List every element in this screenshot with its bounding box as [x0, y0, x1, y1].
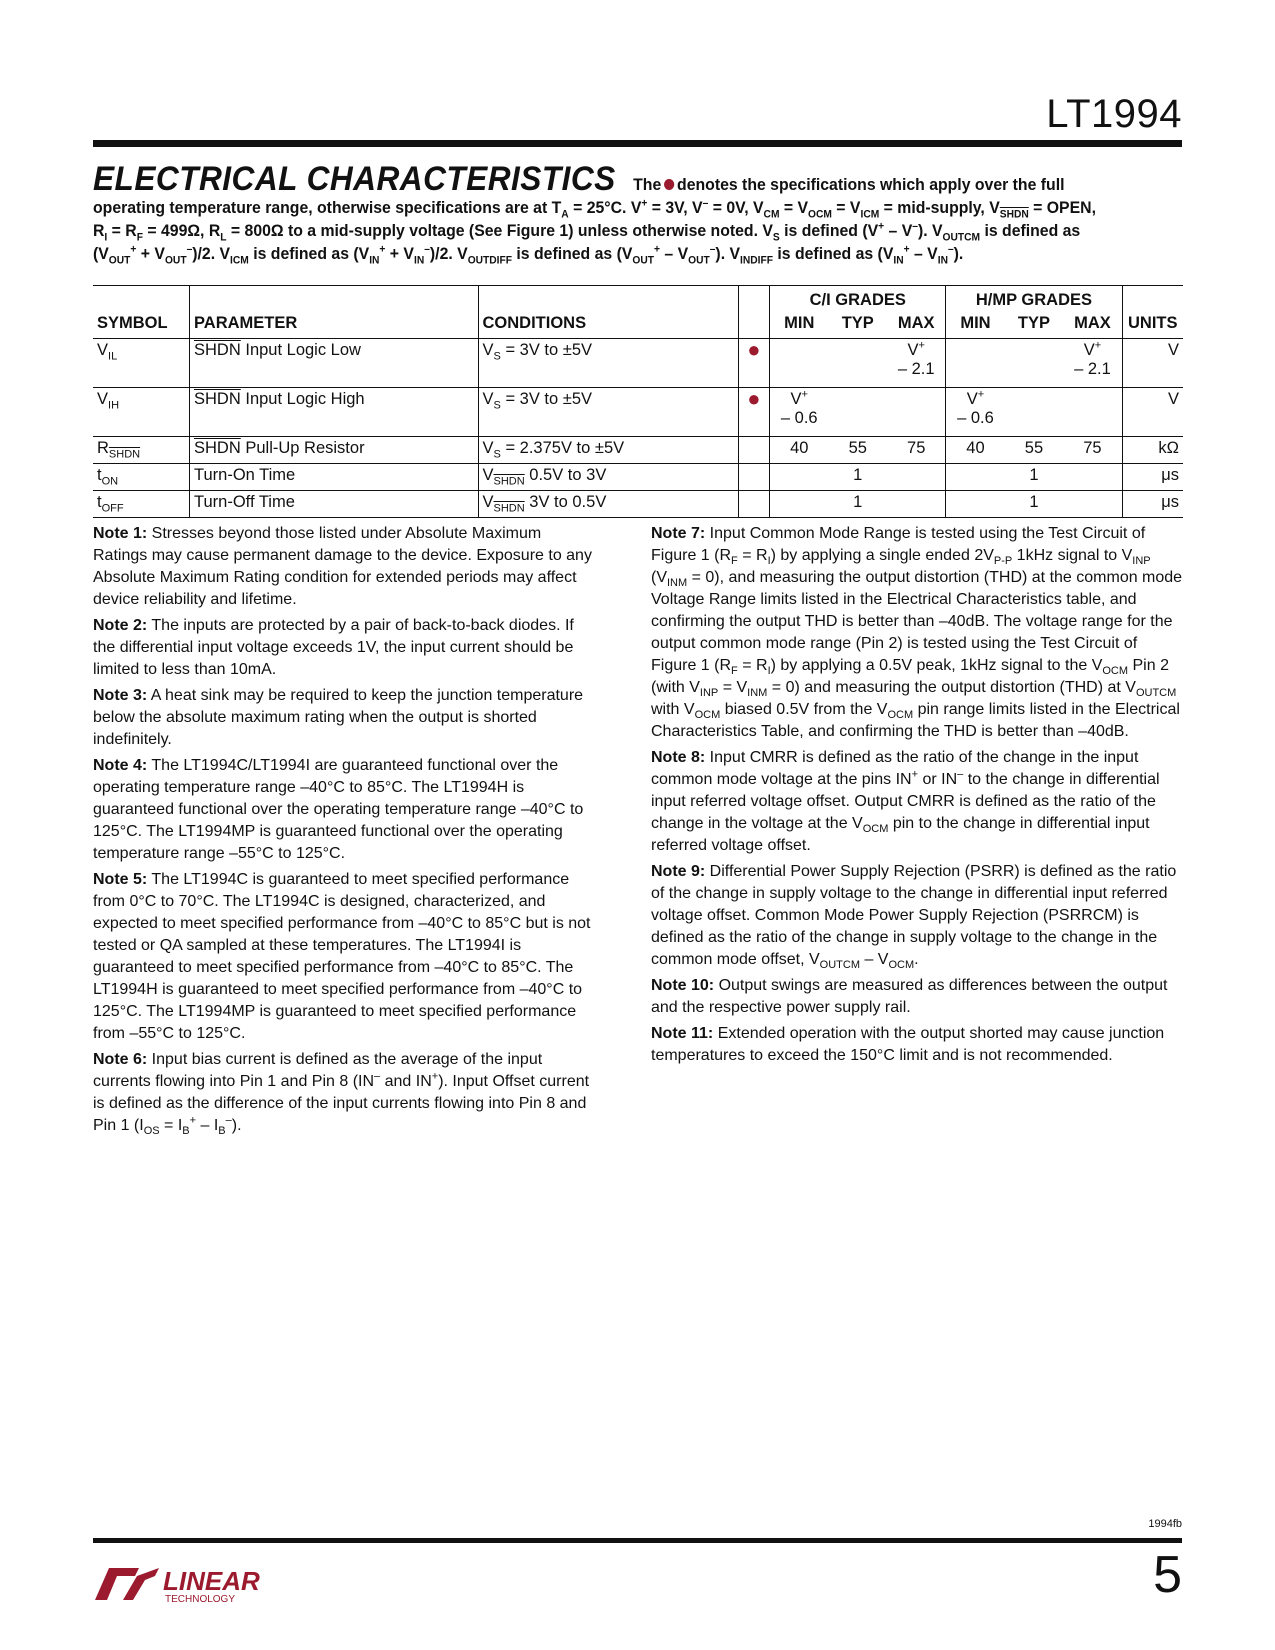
col-units: UNITS: [1122, 312, 1183, 339]
row-h-max: V+ – 2.1: [1063, 339, 1122, 388]
row-ci-min: 40: [770, 437, 829, 464]
logo-sub: TECHNOLOGY: [165, 1594, 236, 1605]
table-row: [93, 491, 1183, 518]
row-units: kΩ: [1122, 437, 1183, 464]
table-group-header: [93, 286, 1183, 313]
note-8: Note 8: Input CMRR is defined as the ratio of the change in the input common mode voltage at the pins IN+ or IN– to the change in differential input referred voltage offset. Output CMRR is defined as the ratio of the change in the voltage at the $V_{OCM}$ pin to the change in differential input referred voltage offset.: [651, 749, 1160, 854]
group-ci-label: C/I GRADES: [770, 286, 946, 313]
table-column-header: [93, 312, 1183, 339]
note-4: Note 4: The LT1994C/LT1994I are guaranteed functional over the operating temperature range –40°C to 85°C. The LT1994H is guaranteed functional over the operating temperature range –40°C to 125°C. The LT1994MP is guaranteed functional over the operating temperature range –55°C to 125°C.: [93, 757, 584, 862]
row-conditions: $V_S = 2.375V$ to ±5V: [478, 437, 738, 464]
col-symbol: SYMBOL: [93, 312, 190, 339]
document-code: 1994fb: [1148, 1518, 1182, 1530]
logo-word: LINEAR: [163, 1566, 260, 1596]
note-2: Note 2: The inputs are protected by a pair of back-to-back diodes. If the differential input voltage exceeds 1V, the input current should be limited to less than 10mA.: [93, 617, 574, 678]
row-symbol: $t_{OFF}$: [93, 491, 190, 518]
row-parameter: SHDN Pull-Up Resistor: [190, 437, 478, 464]
note-5: Note 5: The LT1994C is guaranteed to meet specified performance from 0°C to 70°C. The LT1994C is designed, characterized, and expected to meet specified performance from –40°C to 85°C but is not tested or QA sampled at these temperatures. The LT1994I is guaranteed to meet specified performance from –40°C to 85°C. The LT1994H is guaranteed to meet specified performance from –40°C to 125°C. The LT1994MP is guaranteed to meet specified performance from –55°C to 125°C.: [93, 871, 591, 1042]
col-h-max: MAX: [1063, 312, 1122, 339]
note-9: Note 9: Differential Power Supply Rejection (PSRR) is defined as the ratio of the change in supply voltage to the change in differential input referred voltage offset. Common Mode Power Supply Rejection (PSRRCM) is defined as the ratio of the change in supply voltage to the change in the common mode offset, $V_{OUTCM} - V_{OCM}$.: [651, 863, 1177, 972]
row-ci-typ: 1: [828, 464, 887, 491]
row-symbol: $R_{SHDN}$: [93, 437, 190, 464]
table-row: [93, 339, 1183, 388]
ec-intro: The denotes the specifications which apply over the full operating temperature range, otherwise specifications are at $T_A = 25^\circ C$. V+ = 3V, V– = 0V, $V_{CM} = V_{OCM} = V_{ICM}$ = mid-supply, $V_{SHDN}$ = OPEN, $R_I = R_F = 499\Omega$, $R_L = 800\Omega$ to a mid-supply voltage (See Figure 1) unless otherwise noted. $V_S$ is defined (V+ – V–). $V_{OUTCM}$ is defined as $(V_{OUT}^+ + V_{OUT}^-)/2$. $V_{ICM}$ is defined as $(V_{IN}^+ + V_{IN}^-)/2$. $V_{OUTDIFF}$ is defined as $(V_{OUT}^+ - V_{OUT}^-)$. $V_{INDIFF}$ is defined as $(V_{IN}^+ - V_{IN}^-)$.: [93, 175, 1096, 267]
note-6: Note 6: Input bias current is defined as the average of the input currents flowing into Pin 1 and Pin 8 (IN– and IN+). Input Offset current is defined as the difference of the input currents flowing into Pin 8 and Pin 1 $(I_{OS} = I_B^+ - I_B^-)$.: [93, 1051, 590, 1138]
col-ci-typ: TYP: [828, 312, 887, 339]
row-ci-max: 75: [887, 437, 946, 464]
col-ci-max: MAX: [887, 312, 946, 339]
section-title: ELECTRICAL CHARACTERISTICS: [93, 160, 616, 198]
row-parameter: SHDN Input Logic High: [190, 388, 478, 437]
row-h-min: 40: [946, 437, 1005, 464]
table-row: [93, 437, 1183, 464]
notes-left-column: [93, 523, 593, 1141]
row-symbol: $t_{ON}$: [93, 464, 190, 491]
note-1: Note 1: Stresses beyond those listed under Absolute Maximum Ratings may cause permanent damage to the device. Exposure to any Absolute Maximum Rating condition for extended periods may affect device reliability and lifetime.: [93, 525, 592, 608]
row-ci-max: V+ – 2.1: [887, 339, 946, 388]
row-symbol: $V_{IH}$: [93, 388, 190, 437]
note-7: Note 7: Input Common Mode Range is tested using the Test Circuit of Figure 1 $(R_F = R_I)$ by applying a single ended $2V_{P-P}$ 1kHz signal to $V_{INP}$ $(V_{INM} = 0)$, and measuring the output distortion (THD) at the common mode Voltage Range limits listed in the Electrical Characteristics table, and confirming the output THD is better than –40dB. The voltage range for the output common mode range (Pin 2) is tested using the Test Circuit of Figure 1 $(R_F = R_I)$ by applying a 0.5V peak, 1kHz signal to the $V_{OCM}$ Pin 2 (with $V_{INP} = V_{INM} = 0$) and measuring the output distortion (THD) at $V_{OUTCM}$ with $V_{OCM}$ biased 0.5V from the $V_{OCM}$ pin range limits listed in the Electrical Characteristics Table, and confirming the THD is better than –40dB.: [651, 525, 1183, 740]
col-h-min: MIN: [946, 312, 1005, 339]
row-parameter: Turn-On Time: [190, 464, 478, 491]
page-number: 5: [1153, 1546, 1182, 1604]
table-row: [93, 388, 1183, 437]
row-h-typ: 55: [1005, 437, 1064, 464]
note-3: Note 3: A heat sink may be required to keep the junction temperature below the absolute maximum rating when the output is shorted indefinitely.: [93, 687, 584, 748]
col-conditions: CONDITIONS: [478, 312, 738, 339]
notes-right-column: [651, 523, 1183, 1071]
top-rule: [93, 140, 1182, 147]
col-h-typ: TYP: [1005, 312, 1064, 339]
col-parameter: PARAMETER: [190, 312, 478, 339]
row-symbol: $V_{IL}$: [93, 339, 190, 388]
row-h-max: 75: [1063, 437, 1122, 464]
row-parameter: Turn-Off Time: [190, 491, 478, 518]
note-11: Note 11: Extended operation with the output shorted may cause junction temperatures to exceed the 150°C limit and is not recommended.: [651, 1025, 1165, 1064]
table-row: [93, 464, 1183, 491]
full-range-dot-icon: ●: [738, 339, 769, 388]
row-ci-typ: 1: [828, 491, 887, 518]
row-units: μs: [1122, 491, 1183, 518]
row-conditions: $V_{SHDN}$ 0.5V to 3V: [478, 464, 738, 491]
row-parameter: SHDN Input Logic Low: [190, 339, 478, 388]
row-h-typ: 1: [1005, 491, 1064, 518]
row-ci-typ: 55: [828, 437, 887, 464]
row-conditions: $V_S = 3V$ to ±5V: [478, 339, 738, 388]
row-conditions: $V_S = 3V$ to ±5V: [478, 388, 738, 437]
note-10: Note 10: Output swings are measured as differences between the output and the respective power supply rail.: [651, 977, 1168, 1016]
col-ci-min: MIN: [770, 312, 829, 339]
row-h-min: V+ – 0.6: [946, 388, 1005, 437]
bullet-dot-icon: [664, 179, 674, 190]
bottom-rule: [93, 1538, 1182, 1543]
group-hmp-label: H/MP GRADES: [946, 286, 1122, 313]
full-range-dot-icon: ●: [738, 388, 769, 437]
linear-technology-logo-icon: [93, 1560, 263, 1608]
row-ci-min: V+ – 0.6: [770, 388, 829, 437]
row-units: V: [1122, 388, 1183, 437]
row-units: μs: [1122, 464, 1183, 491]
spec-table: [93, 285, 1183, 518]
row-units: V: [1122, 339, 1183, 388]
ec-header: [93, 160, 1107, 267]
row-conditions: $V_{SHDN}$ 3V to 0.5V: [478, 491, 738, 518]
part-number: LT1994: [1046, 92, 1182, 136]
row-h-typ: 1: [1005, 464, 1064, 491]
